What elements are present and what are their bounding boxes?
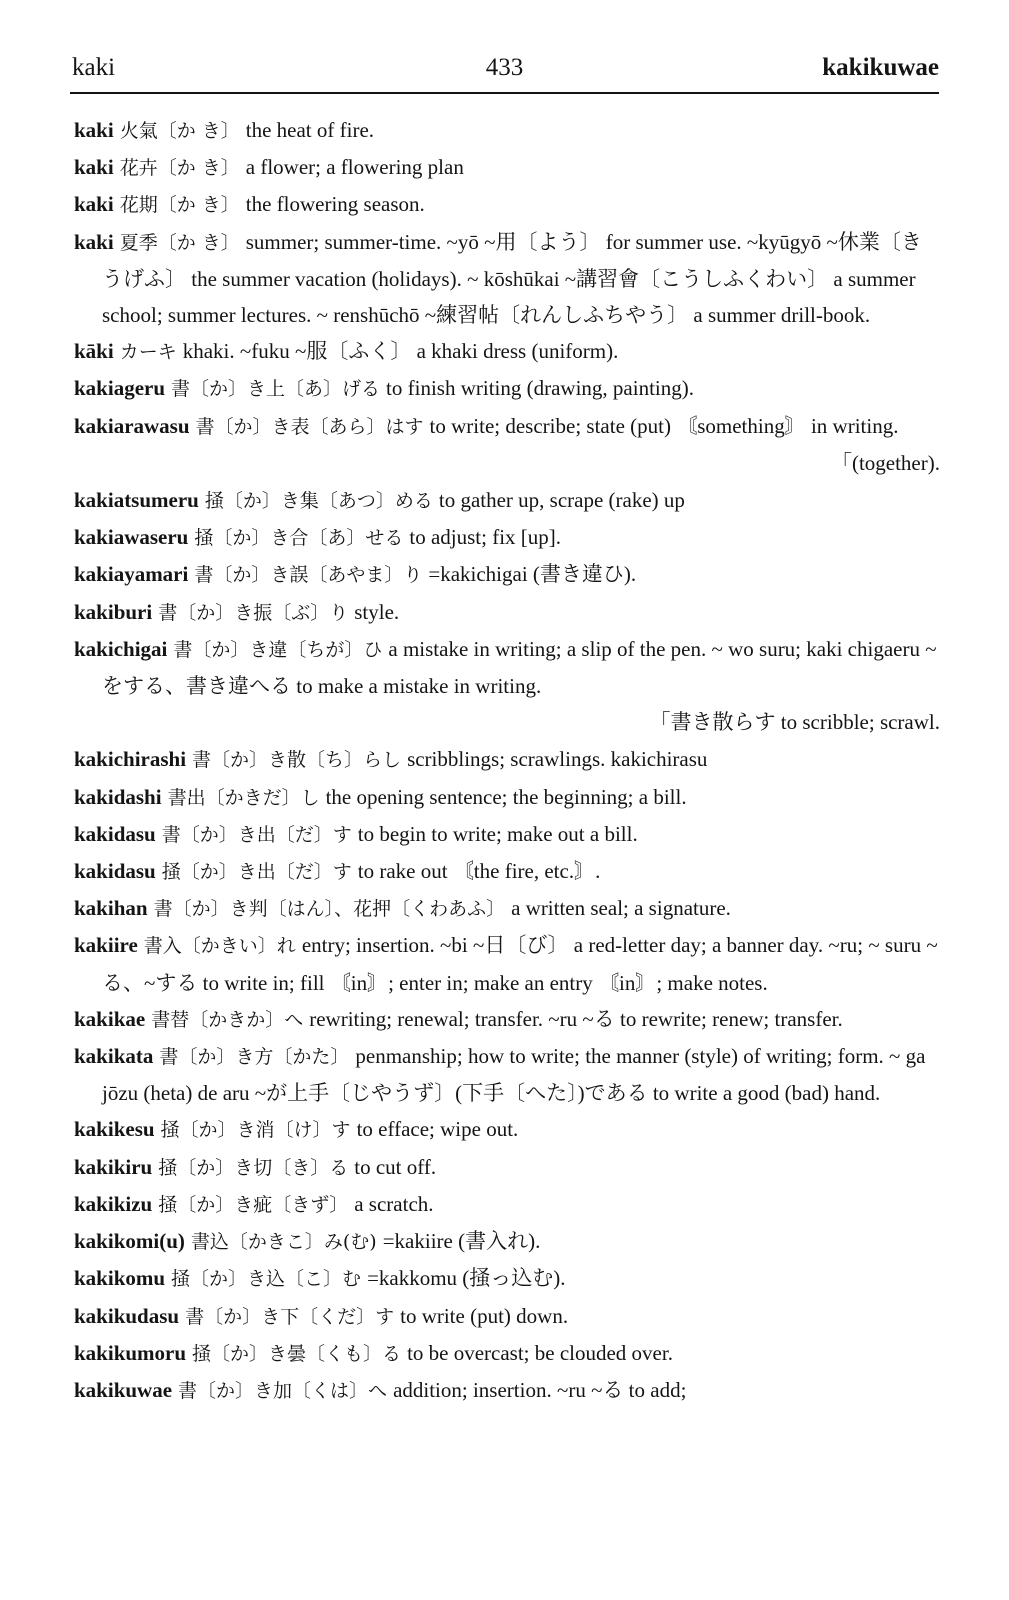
entry-definition: the opening sentence; the beginning; a bill. (325, 784, 687, 809)
dictionary-entry (74, 1038, 940, 1111)
entry-japanese: 書〔か〕き方〔かた〕 (159, 1046, 350, 1069)
dictionary-entry (74, 1001, 940, 1038)
entry-definition: to write (put) down. (400, 1303, 569, 1328)
entry-japanese: カーキ (119, 341, 177, 364)
entry-definition: style. (354, 599, 400, 624)
dictionary-entry (74, 631, 940, 704)
dictionary-entry (74, 519, 940, 556)
entry-japanese: 花期〔か き〕 (119, 194, 240, 217)
entry-headword: kakihan (74, 896, 148, 921)
entry-japanese: 掻〔か〕き曇〔くも〕る (192, 1342, 402, 1365)
entry-headword: kakichirashi (74, 747, 187, 772)
entry-definition: a written seal; a signature. (511, 896, 731, 921)
entry-headword: kakiawaseru (74, 525, 189, 550)
entry-headword: kakidasu (74, 821, 156, 846)
entry-headword: kaki (74, 192, 114, 217)
entry-japanese: 花卉〔か き〕 (119, 157, 240, 180)
entry-japanese: 書〔か〕き判〔はん〕、花押〔くわあふ〕 (153, 898, 506, 921)
entry-japanese: 書〔か〕き加〔くは〕へ (178, 1379, 388, 1402)
dictionary-entry (74, 927, 940, 1000)
entry-japanese: 掻〔か〕き出〔だ〕す (161, 861, 352, 884)
entry-headword: kakikae (74, 1006, 146, 1031)
entry-japanese: 書〔か〕き表〔あら〕はす (195, 415, 424, 438)
entry-headword: kakiire (74, 933, 138, 958)
dictionary-entry (74, 149, 940, 186)
entry-headword: kaki (74, 229, 114, 254)
dictionary-entry (74, 853, 940, 890)
entry-definition: 「書き散らす to scribble; scrawl. (649, 710, 940, 735)
entry-japanese: 掻〔か〕き切〔き〕る (158, 1156, 349, 1179)
entry-definition: to be overcast; be clouded over. (407, 1340, 673, 1365)
entry-definition: scribblings; scrawlings. kakichirasu (407, 747, 708, 772)
entry-definition: to cut off. (354, 1154, 437, 1179)
entry-japanese: 書出〔かきだ〕し (167, 786, 320, 809)
dictionary-entry (74, 224, 940, 334)
entry-headword: kakikuwae (74, 1377, 173, 1402)
entry-headword: kakidashi (74, 784, 162, 809)
dictionary-entry (74, 1111, 940, 1148)
entry-definition: a scratch. (354, 1191, 434, 1216)
entry-headword: kaki (74, 155, 114, 180)
entry-definition: rewriting; renewal; transfer. ~ru ~る to rewrite; renew; transfer. (309, 1006, 843, 1031)
entry-definition: entry; insertion. ~bi ~日〔び〕 a red-letter day; a banner day. ~ru; ~ suru ~る、~する to write in; fill 〘in〙; enter in; make an entry 〘in〙; make notes. (102, 933, 938, 995)
entry-japanese: 書〔か〕き上〔あ〕げる (171, 378, 381, 401)
entry-headword: kakikata (74, 1044, 154, 1069)
dictionary-entry (74, 1223, 940, 1260)
entry-japanese: 書〔か〕き違〔ちが〕ひ (173, 638, 383, 661)
dictionary-entry (74, 445, 940, 482)
header-left-guideword: kaki (72, 54, 116, 81)
dictionary-entry (74, 1186, 940, 1223)
entry-headword: kakiayamari (74, 562, 189, 587)
entry-headword: kakiarawasu (74, 413, 190, 438)
dictionary-entry (74, 370, 940, 407)
entry-japanese: 書入〔かきい〕れ (143, 935, 296, 958)
entry-japanese: 書〔か〕き散〔ち〕らし (192, 749, 402, 772)
entry-headword: kakiburi (74, 599, 153, 624)
entry-definition: to finish writing (drawing, painting). (386, 376, 694, 401)
entry-definition: penmanship; how to write; the manner (style) of writing; form. ~ ga jōzu (heta) de aru ~が上手〔じやうず〕(下手〔へた〕)である to write a good (bad) hand. (102, 1044, 926, 1106)
entry-definition: to adjust; fix [up]. (409, 525, 562, 550)
dictionary-entry (74, 890, 940, 927)
dictionary-entry (74, 1298, 940, 1335)
dictionary-entry (74, 704, 940, 741)
entry-japanese: 書替〔かきか〕へ (151, 1008, 304, 1031)
entry-headword: kakikesu (74, 1117, 155, 1142)
entry-japanese: 掻〔か〕き集〔あつ〕める (204, 490, 433, 513)
entry-headword: kakichigai (74, 636, 168, 661)
entry-definition: 「(together). (830, 450, 940, 475)
entry-japanese: 掻〔か〕き疵〔きず〕 (158, 1193, 349, 1216)
entry-definition: to rake out 〘the fire, etc.〙. (357, 859, 601, 884)
dictionary-entry (74, 112, 940, 149)
entry-headword: kāki (74, 339, 114, 364)
dictionary-entry (74, 482, 940, 519)
dictionary-entry (74, 594, 940, 631)
dictionary-entry (74, 1372, 940, 1409)
entry-japanese: 書〔か〕き出〔だ〕す (161, 823, 352, 846)
entry-definition: =kakkomu (掻っ込む). (367, 1266, 566, 1291)
dictionary-entry (74, 333, 940, 370)
entry-headword: kakikudasu (74, 1303, 180, 1328)
entry-definition: =kakiire (書入れ). (382, 1229, 541, 1254)
entry-definition: a flower; a flowering plan (245, 155, 464, 180)
entry-headword: kakikomi(u) (74, 1229, 185, 1254)
entry-headword: kakikomu (74, 1266, 166, 1291)
entry-japanese: 書込〔かきこ〕み(む) (190, 1231, 377, 1254)
entry-definition: addition; insertion. ~ru ~る to add; (393, 1377, 687, 1402)
dictionary-entry (74, 408, 940, 445)
entry-definition: to gather up, scrape (rake) up (438, 488, 685, 513)
entry-japanese: 火氣〔か き〕 (119, 120, 240, 142)
entry-headword: kakikumoru (74, 1340, 187, 1365)
entry-headword: kakiatsumeru (74, 488, 199, 513)
entry-japanese: 書〔か〕き振〔ぶ〕り (158, 601, 349, 624)
entry-headword: kakikiru (74, 1154, 153, 1179)
page-header (70, 52, 939, 94)
entry-definition: to efface; wipe out. (356, 1117, 519, 1142)
entry-definition: to write; describe; state (put) 〘something〙 in writing. (429, 413, 899, 438)
entry-definition: the heat of fire. (245, 118, 375, 142)
dictionary-entry (74, 186, 940, 223)
entry-definition: =kakichigai (書き違ひ). (428, 562, 637, 587)
entry-headword: kaki (74, 118, 114, 142)
entry-definition: to begin to write; make out a bill. (357, 821, 638, 846)
header-right-guideword: kakikuwae (822, 54, 939, 81)
dictionary-entry (74, 779, 940, 816)
entry-japanese: 書〔か〕き誤〔あやま〕り (194, 564, 423, 587)
entry-japanese: 夏季〔か き〕 (119, 231, 240, 254)
entry-definition: khaki. ~fuku ~服〔ふく〕 a khaki dress (uniform). (182, 339, 619, 364)
entry-japanese: 掻〔か〕き合〔あ〕せる (194, 527, 404, 550)
dictionary-entry (74, 1260, 940, 1297)
dictionary-entry (74, 1335, 940, 1372)
dictionary-entry (74, 1149, 940, 1186)
entry-headword: kakiageru (74, 376, 166, 401)
entry-japanese: 書〔か〕き下〔くだ〕す (185, 1305, 395, 1328)
page-number: 433 (485, 54, 524, 81)
entry-definition: summer; summer-time. ~yō ~用〔よう〕 for summer use. ~kyūgyō ~休業〔きうげふ〕 the summer vacation (holidays). ~ kōshūkai ~講習會〔こうしふくわい〕 a summer school; summer lectures. ~ renshūchō ~練習帖〔れんしふちやう〕 a summer drill-book. (102, 229, 922, 328)
entry-headword: kakidasu (74, 859, 156, 884)
dictionary-entries (74, 112, 940, 1409)
entry-japanese: 掻〔か〕き消〔け〕す (160, 1119, 351, 1142)
dictionary-entry (74, 556, 940, 593)
dictionary-entry (74, 741, 940, 778)
entry-japanese: 掻〔か〕き込〔こ〕む (171, 1268, 362, 1291)
entry-definition: the flowering season. (245, 192, 425, 217)
dictionary-entry (74, 816, 940, 853)
entry-headword: kakikizu (74, 1191, 153, 1216)
entry-definition: a mistake in writing; a slip of the pen. ~ wo suru; kaki chigaeru ~をする、書き違へる to make a mistake in writing. (102, 636, 937, 699)
